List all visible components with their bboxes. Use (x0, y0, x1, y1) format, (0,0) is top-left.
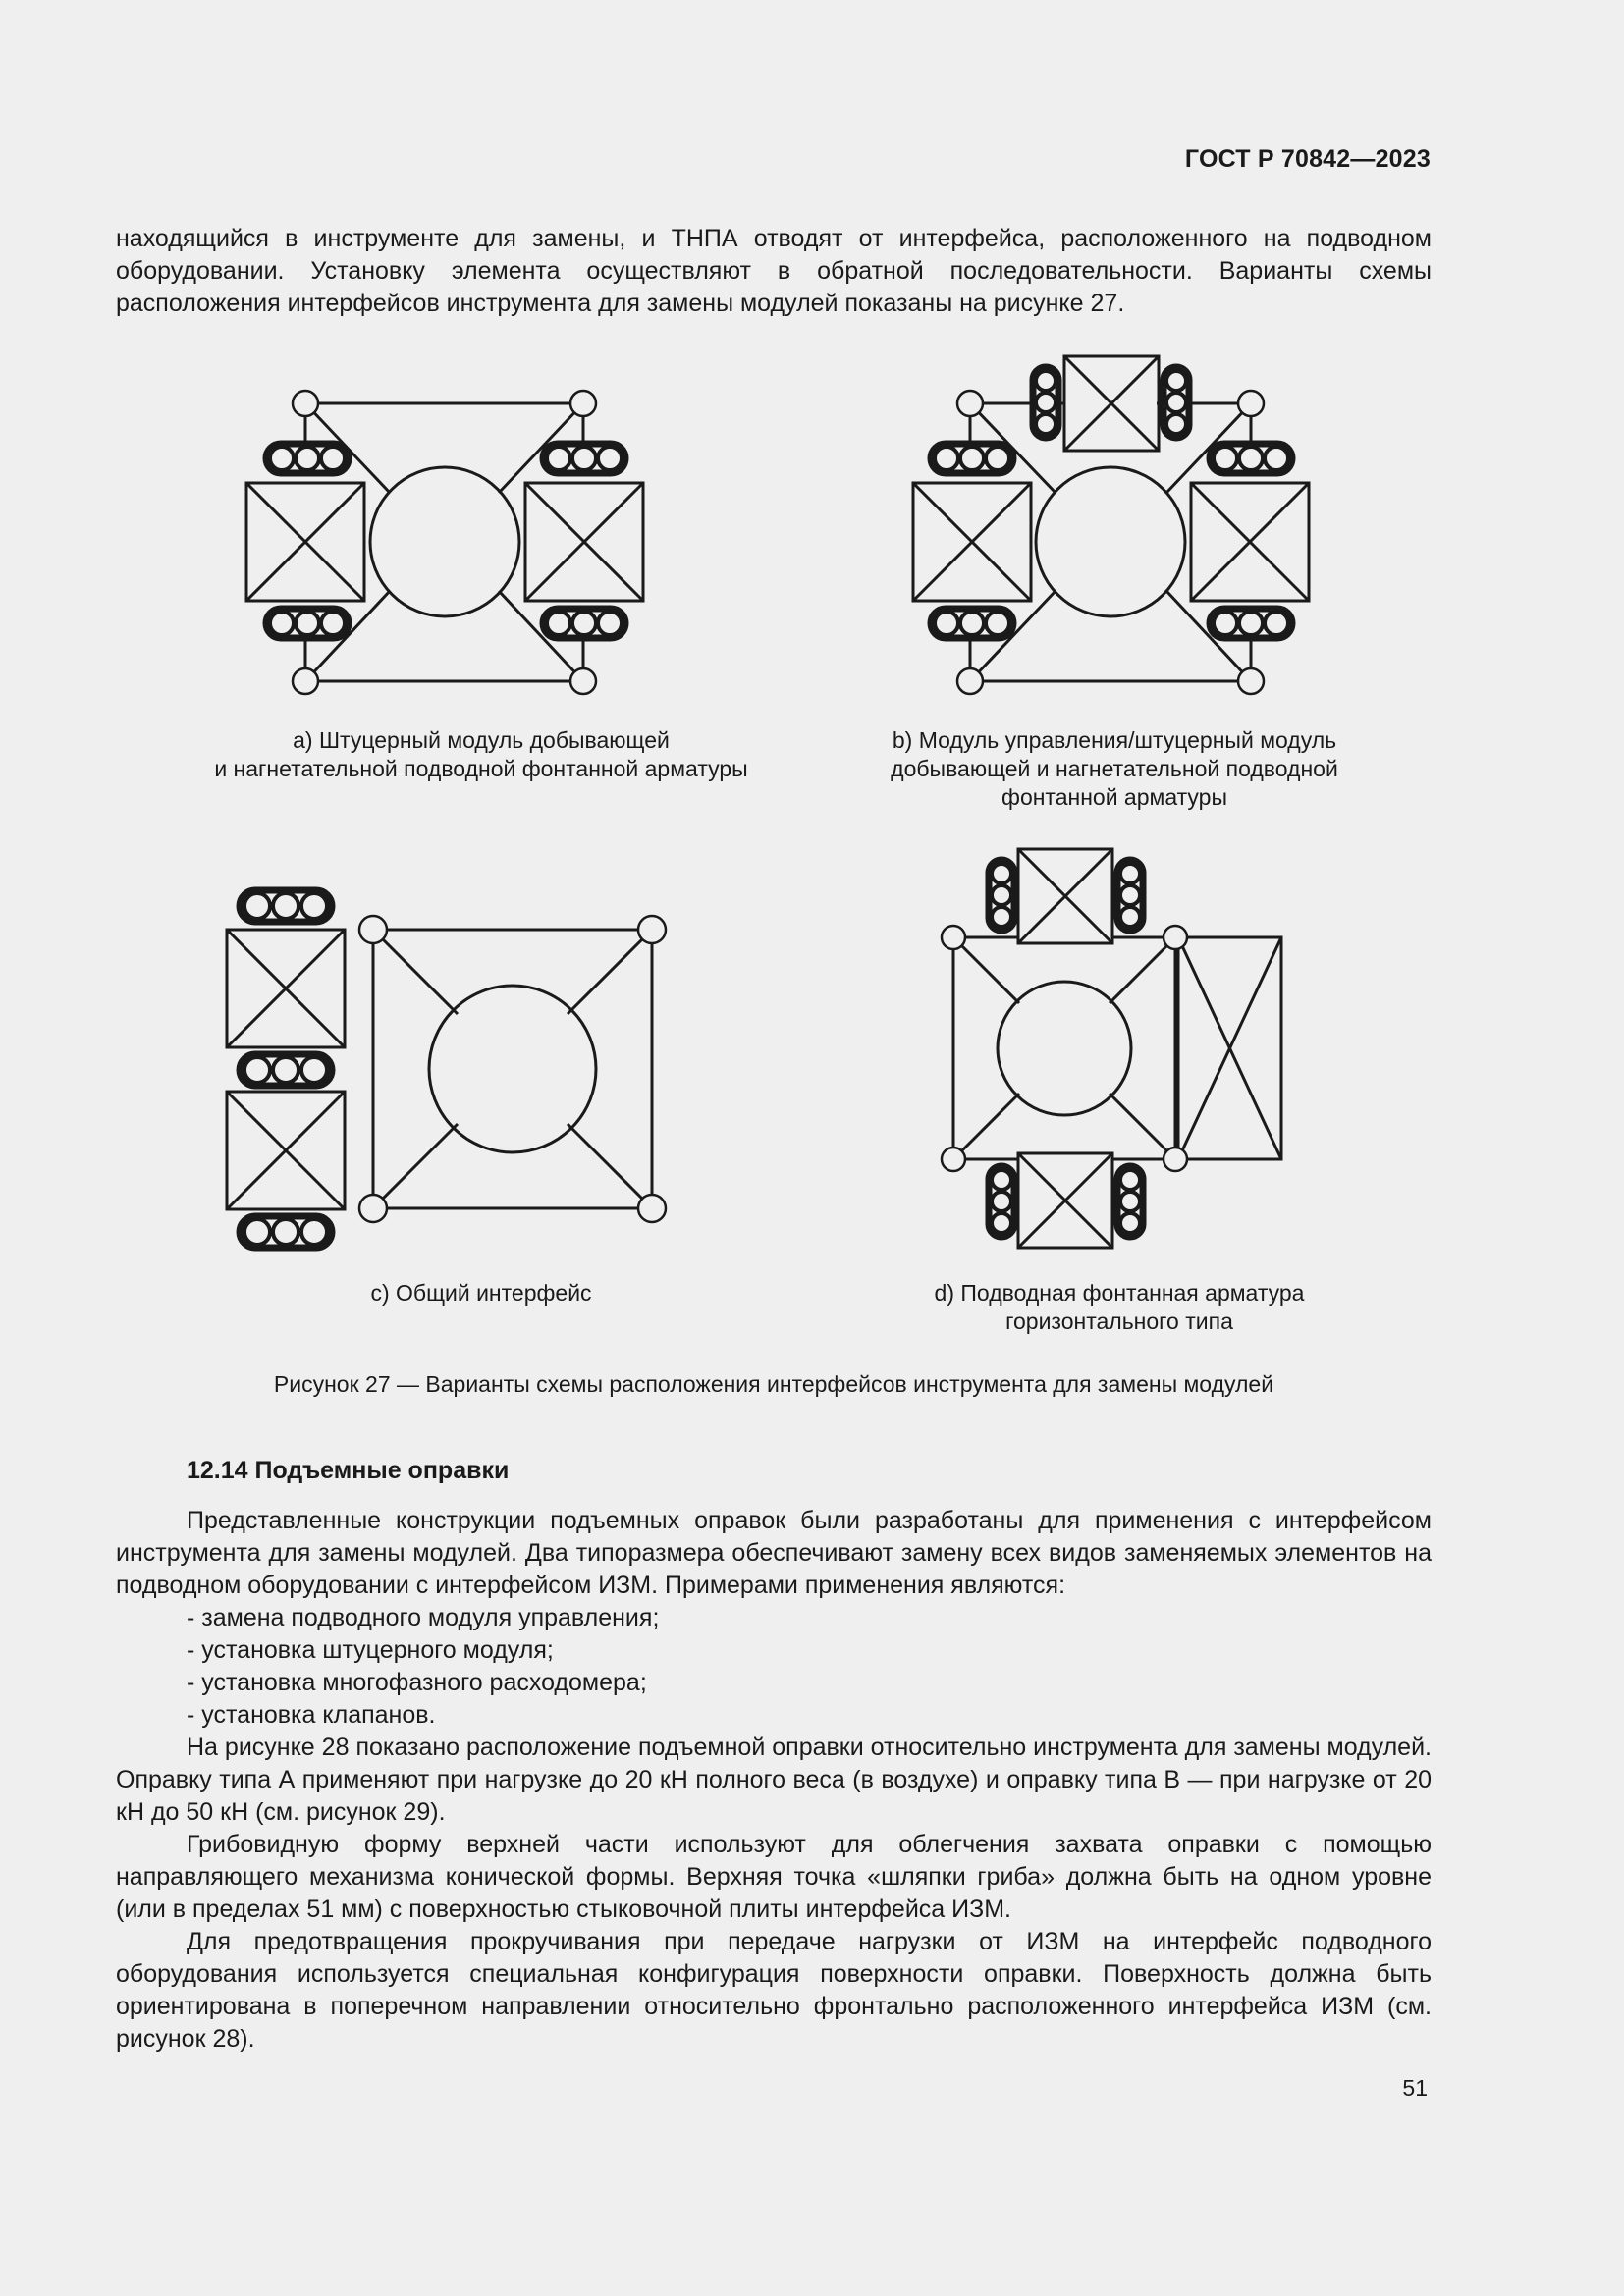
caption-b-line3: фонтанной арматуры (1001, 784, 1227, 810)
caption-d-line1: d) Подводная фонтанная арматура (934, 1280, 1305, 1306)
section-heading: 12.14 Подъемные оправки (187, 1457, 510, 1484)
list-item: - замена подводного модуля управления; (187, 1604, 660, 1631)
diagram-c (227, 890, 666, 1248)
caption-c-line1: c) Общий интерфейс (370, 1280, 592, 1306)
document-header: ГОСТ Р 70842—2023 (1184, 145, 1431, 173)
caption-d-line2: горизонтального типа (1005, 1308, 1233, 1334)
section-body (116, 1505, 1432, 2056)
diagram-b (913, 356, 1309, 694)
caption-b (844, 726, 1384, 812)
diagram-d (942, 849, 1281, 1248)
caption-c (314, 1279, 648, 1308)
body-paragraph-3: Грибовидную форму верхней части используют для облегчения захвата оправки с помощью направляющего механизма конической формы. Верхняя точка «шляпки гриба» должна быть на одном уровне (или в пределах 51 мм) с поверхностью стыковочной плиты интерфейса ИЗМ. (116, 1831, 1432, 1923)
caption-b-line1: b) Модуль управления/штуцерный модуль (892, 727, 1337, 753)
caption-a-line1: a) Штуцерный модуль добывающей (293, 727, 670, 753)
body-paragraph-2: На рисунке 28 показано расположение подъемной оправки относительно инструмента для замены модулей. Оправку типа А применяют при нагрузке до 20 кН полного веса (в воздухе) и оправку типа В — при нагрузке от 20 кН до 50 кН (см. рисунок 29). (116, 1734, 1432, 1826)
caption-d (884, 1279, 1355, 1336)
caption-b-line2: добывающей и нагнетательной подводной (891, 756, 1338, 781)
figure-title: Рисунок 27 — Варианты схемы расположения интерфейсов инструмента для замены модулей (273, 1371, 1274, 1397)
page-number: 51 (1402, 2075, 1428, 2101)
list-item: - установка штуцерного модуля; (187, 1636, 554, 1664)
diagram-a (246, 391, 643, 694)
application-list (116, 1602, 1432, 1732)
caption-a-line2: и нагнетательной подводной фонтанной арматуры (214, 756, 748, 781)
intro-paragraph: находящийся в инструменте для замены, и ТНПА отводят от интерфейса, расположенного на подводном оборудовании. Установку элемента осуществляют в обратной последовательности. Варианты схемы расположения интерфейсов инструмента для замены модулей показаны на рисунке 27. (116, 225, 1432, 317)
list-item: - установка многофазного расходомера; (187, 1669, 647, 1696)
list-item: - установка клапанов. (187, 1701, 436, 1729)
body-paragraph-1: Представленные конструкции подъемных оправок были разработаны для применения с интерфейсом инструмента для замены модулей. Два типоразмера обеспечивают замену всех видов заменяемых элементов на подводном оборудовании с интерфейсом ИЗМ. Примерами применения являются: (116, 1507, 1432, 1599)
caption-a (187, 726, 776, 783)
body-paragraph-4: Для предотвращения прокручивания при передаче нагрузки от ИЗМ на интерфейс подводного оборудования используется специальная конфигурация поверхности оправки. Поверхность должна быть ориентирована в поперечном направлении относительно фронтально расположенного интерфейса ИЗМ (см. рисунок 28). (116, 1928, 1432, 2053)
